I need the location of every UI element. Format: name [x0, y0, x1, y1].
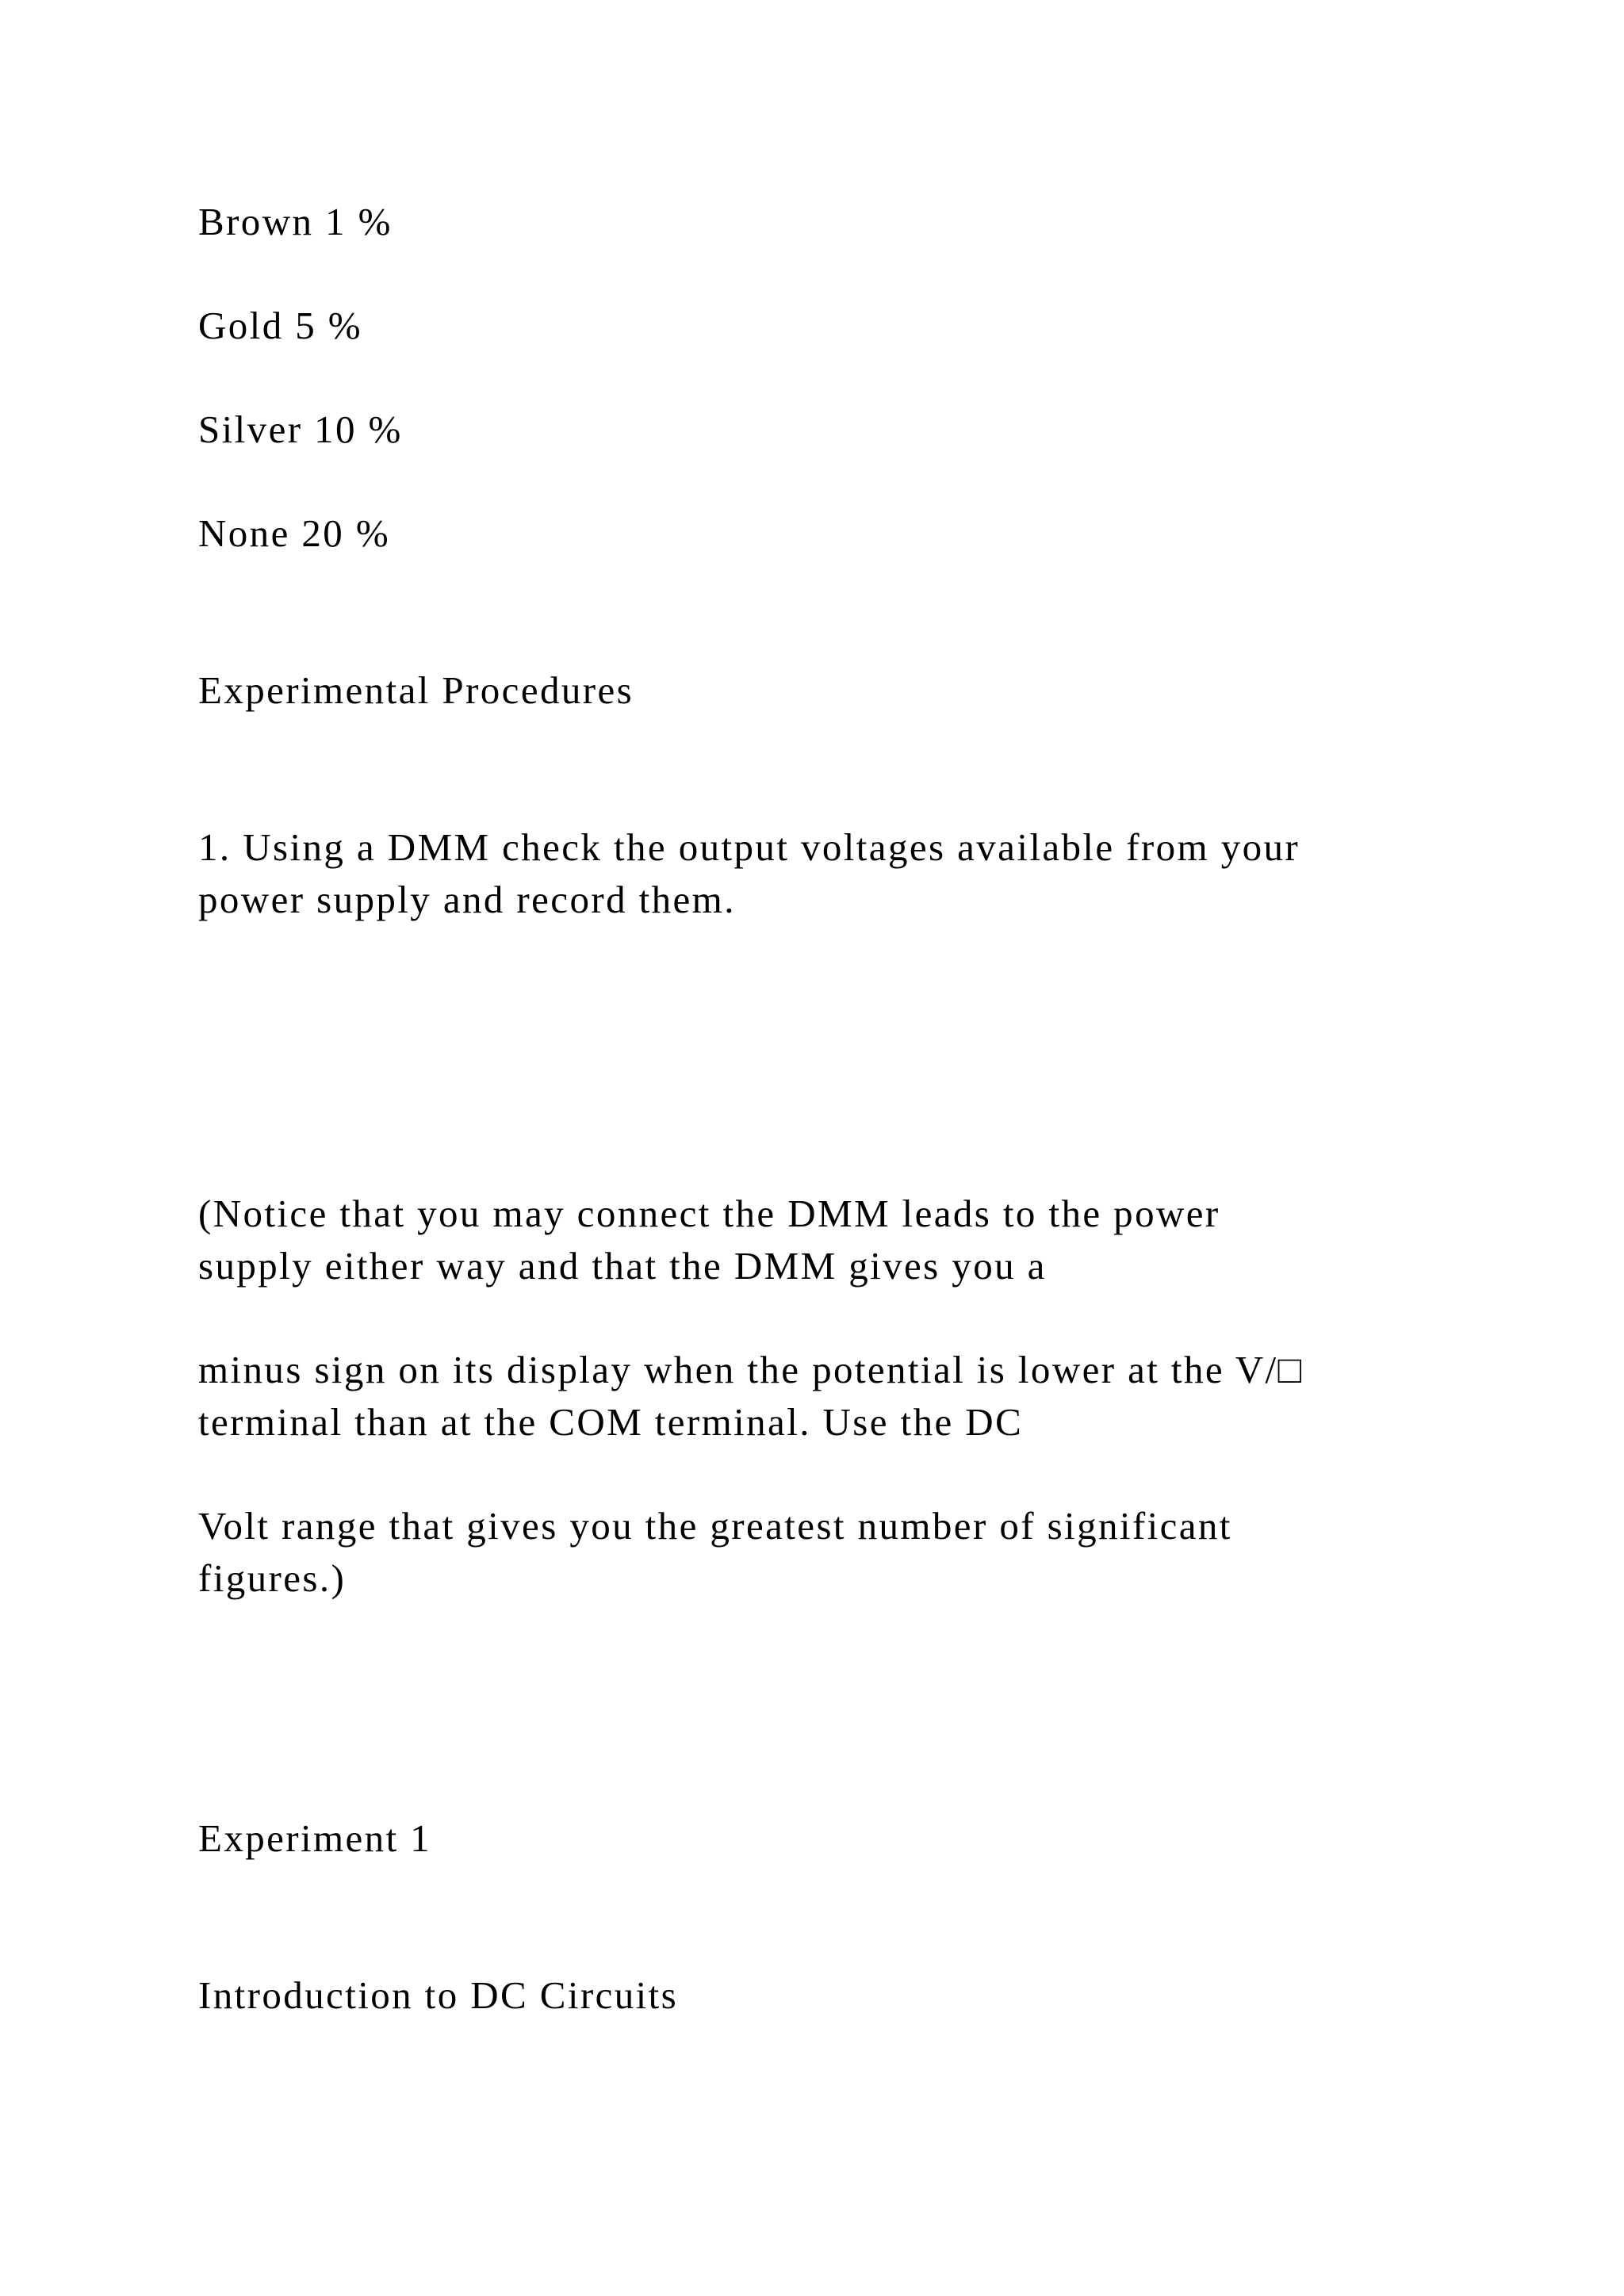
- notice-p3-line1: Volt range that gives you the greatest number of significant: [198, 1504, 1232, 1548]
- tolerance-silver: Silver 10 %: [198, 408, 403, 451]
- step1-line1: 1. Using a DMM check the output voltages available from your: [198, 825, 1300, 869]
- tolerance-gold: Gold 5 %: [198, 304, 363, 347]
- notice-p1-line1: (Notice that you may connect the DMM leads to the power: [198, 1192, 1220, 1235]
- step1-line2: power supply and record them.: [198, 878, 736, 921]
- notice-p3-line2: figures.): [198, 1556, 347, 1600]
- section-heading: Experimental Procedures: [198, 668, 634, 712]
- notice-p2-line1: minus sign on its display when the potential is lower at the V/□: [198, 1348, 1304, 1391]
- notice-p1-line2: supply either way and that the DMM gives you a: [198, 1244, 1047, 1288]
- experiment-title: Introduction to DC Circuits: [198, 1973, 679, 2017]
- tolerance-brown: Brown 1 %: [198, 200, 393, 243]
- tolerance-none: None 20 %: [198, 511, 391, 555]
- experiment-label: Experiment 1: [198, 1816, 432, 1860]
- notice-p2-line2: terminal than at the COM terminal. Use the DC: [198, 1400, 1024, 1444]
